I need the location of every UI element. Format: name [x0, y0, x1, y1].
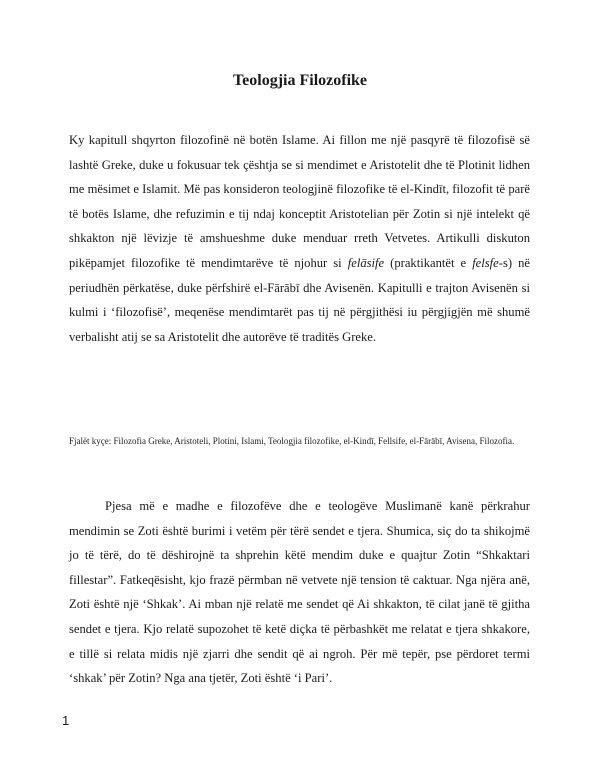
- abstract-paragraph: [69, 128, 530, 349]
- term-felsfe: felsfe: [472, 255, 499, 270]
- abstract-text-2: (praktikantët e: [384, 255, 473, 270]
- abstract-text-1: Ky kapitull shqyrton filozofinë në botën Islame. Ai fillon me një pasqyrë të filozofisë së lashtë Greke, duke u fokusuar tek çështja se si mendimet e Aristotelit dhe të Plotinit lidhen me mësimet e Islamit. Më pas konsideron teologjinë filozofike të el-Kindīt, filozofit të parë të botës Islame, dhe refuzimin e tij ndaj konceptit Aristotelian për Zotin si një intelekt që shkakton një lëvizje të amshueshme duke menduar rreth Vetvetes. Artikulli diskuton pikëpamjet filozofike të mendimtarëve të njohur si: [69, 133, 530, 270]
- page-number: 1: [62, 713, 70, 728]
- body-paragraph: Pjesa më e madhe e filozofëve dhe e teologëve Muslimanë kanë përkrahur mendimin se Zoti është burimi i vetëm për tërë sendet e tjera. Shumica, siç do ta shikojmë jo të tërë, do të dëshirojnë ta shprehin këtë mendim duke e quajtur Zotin “Shkaktari fillestar”. Fatkeqësisht, kjo frazë përmban në vetvete një tension të caktuar. Nga njëra anë, Zoti është një ‘Shkak’. Ai mban një relatë me sendet që Ai shkakton, të cilat janë të gjitha sendet e tjera. Kjo relatë supozohet të ketë diçka të përbashkët me relatat e tjera shkakore, e tillë si relata midis një zjarri dhe sendit që ai ngroh. Për më tepër, pse përdoret termi ‘shkak’ për Zotin? Nga ana tjetër, Zoti është ‘i Pari’.: [69, 499, 530, 686]
- abstract-text-3: -s) në periudhën përkatëse, duke përfshirë el-Fārābī dhe Avisenën. Kapitulli e trajton Avisenën si kulmi i ‘filozofisë’, meqenëse mendimtarët pas tij në përgjithësi iu përgjigjën më shumë verbalisht atij se sa Aristotelit dhe autorëve të traditës Greke.: [69, 255, 530, 344]
- document-title: Teologjia Filozofike: [232, 72, 368, 89]
- keywords-line: Fjalët kyçe: Filozofia Greke, Aristoteli, Plotini, Islami, Teologjia filozofike, el-Kindī, Fellsife, el-Fārābī, Avisena, Filozofia.: [69, 436, 515, 446]
- term-felasife: felāsife: [347, 255, 385, 270]
